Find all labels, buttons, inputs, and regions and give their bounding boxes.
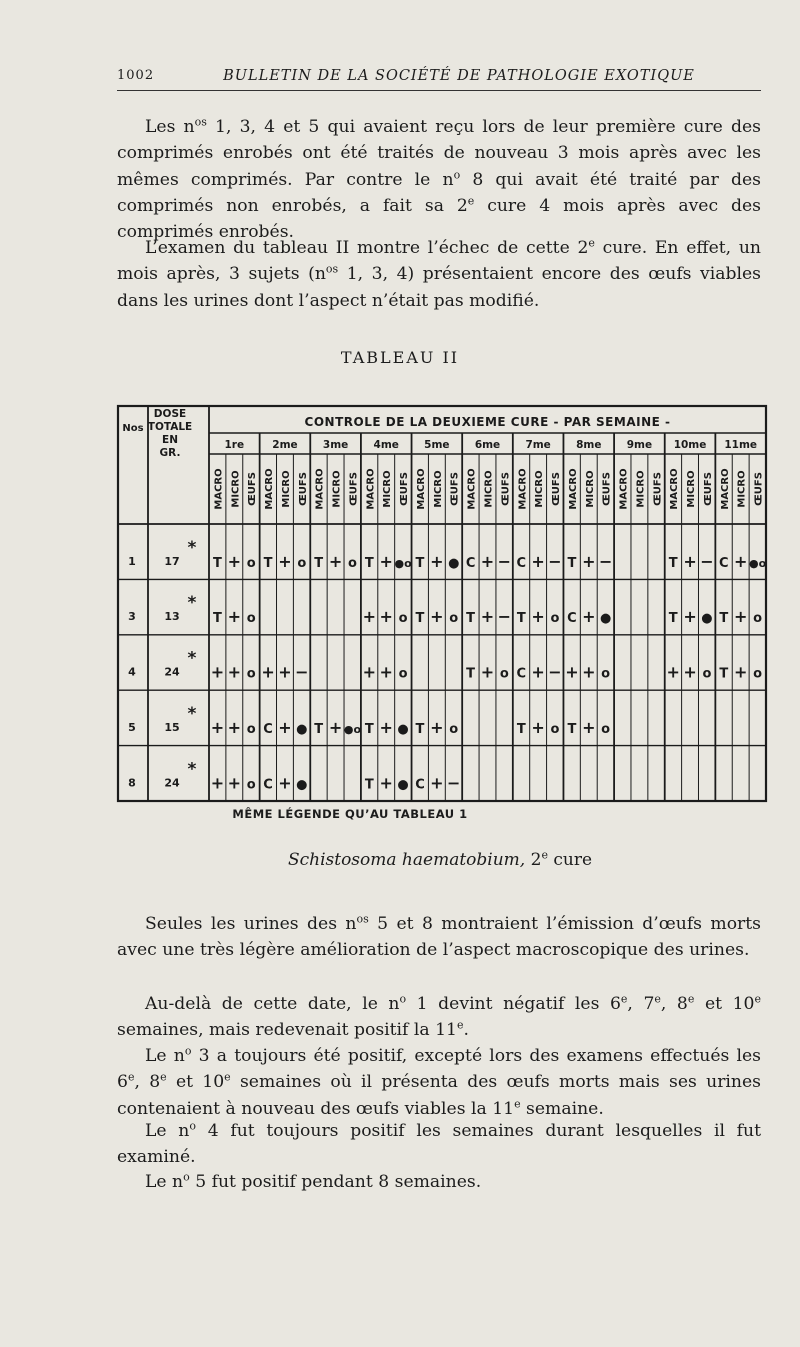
table-cell: T	[364, 777, 374, 793]
sub-col-header: MICRO	[584, 470, 596, 508]
table-cell: T	[314, 555, 324, 571]
table-cell: +	[531, 607, 545, 627]
week-header: 2me	[272, 439, 298, 451]
table-caption	[0, 850, 800, 870]
col-dose-header: GR.	[159, 447, 181, 459]
table-cell: o	[499, 666, 509, 682]
table-cell: o	[550, 721, 560, 737]
sub-col-header: MICRO	[230, 470, 242, 508]
paragraph-4: Au-delà de cette date, le $n^o$ 1 devint négatif les 6e, 7e, 8e et 10e semaines, mais redevenait positif la 11e.	[117, 992, 761, 1041]
table-cell: T	[364, 721, 374, 737]
sub-col-header: MACRO	[314, 468, 326, 510]
paragraph-7: Le $n^o$ 5 fut positif pendant 8 semaines.	[145, 1170, 482, 1192]
table-cell: T	[415, 721, 425, 737]
row-number: 3	[128, 610, 136, 624]
table-cell: ●	[599, 611, 612, 627]
sub-col-header: MACRO	[618, 468, 630, 510]
table-cell: +	[430, 773, 444, 793]
table-cell: +	[362, 607, 377, 627]
sub-col-header: ŒUFS	[702, 472, 714, 506]
dose-asterisk: *	[187, 759, 197, 780]
table-cell: T	[466, 611, 476, 627]
table-cell: ●	[448, 555, 460, 571]
col-dose-header: DOSE	[153, 408, 187, 420]
row-dose: 13	[164, 610, 180, 624]
table-border	[118, 406, 766, 801]
dose-asterisk: *	[187, 593, 197, 614]
sub-col-header: MICRO	[483, 470, 495, 508]
week-header: 4me	[373, 439, 399, 451]
table-cell: +	[227, 717, 242, 737]
table-cell: T	[314, 721, 324, 737]
table-cell: +	[379, 773, 393, 793]
table-cell: o	[246, 666, 256, 682]
table-cell: +	[430, 607, 444, 627]
col-dose-header: EN	[162, 434, 178, 446]
table-cell: C	[263, 721, 273, 737]
table-cell: +	[227, 551, 242, 571]
sub-col-header: ŒUFS	[348, 472, 360, 506]
table-cell: +	[480, 662, 495, 682]
table-cell: +	[328, 551, 343, 571]
table-cell: −	[497, 607, 512, 627]
caption-species: Schistosoma haematobium,	[287, 850, 526, 870]
sub-col-header: ŒUFS	[551, 472, 563, 506]
table-cell: +	[227, 607, 242, 627]
table-cell: T	[516, 721, 526, 737]
table-cell: ●o	[748, 556, 767, 570]
paragraph-3: Seules les urines des $n^{os}$ 5 et 8 montraient l’émission d’œufs morts avec une très légère amélioration de l’aspect macroscopique des urines.	[117, 912, 761, 961]
row-number: 8	[128, 776, 136, 790]
sub-col-header: ŒUFS	[297, 472, 309, 506]
table-cell: +	[278, 662, 292, 682]
table-cell: +	[683, 662, 697, 682]
table-cell: C	[415, 777, 425, 793]
table-cell: ●	[397, 777, 409, 793]
table-cell: +	[430, 717, 444, 737]
table-cell: +	[227, 773, 242, 793]
sub-col-header: ŒUFS	[399, 472, 411, 506]
row-number: 1	[128, 554, 136, 568]
week-header: 9me	[626, 439, 653, 451]
table-cell: T	[668, 611, 678, 627]
table-cell: +	[210, 773, 225, 793]
table-cell: −	[548, 662, 562, 682]
table-cell: +	[210, 717, 225, 737]
running-header	[117, 68, 761, 91]
sub-col-header: MICRO	[686, 470, 698, 508]
table-cell: +	[733, 607, 748, 627]
table-cell: o	[246, 555, 256, 571]
page-number: 1002	[117, 68, 155, 83]
table-cell: T	[415, 555, 425, 571]
table-cell: ●	[296, 721, 308, 737]
sub-col-header: MICRO	[432, 470, 444, 508]
results-table	[116, 404, 768, 808]
table-cell: o	[246, 611, 256, 627]
sub-col-header: ŒUFS	[601, 472, 613, 506]
table-cell: +	[683, 551, 697, 571]
col-no-header: Nos	[122, 423, 144, 434]
sub-col-header: ŒUFS	[753, 472, 765, 506]
table-cell: +	[683, 607, 697, 627]
week-header: 11me	[724, 439, 758, 451]
sub-col-header: MACRO	[719, 468, 731, 510]
table-cell: +	[379, 717, 393, 737]
sub-col-header: MACRO	[213, 468, 225, 510]
table-cell: o	[601, 721, 611, 737]
table-cell: o	[449, 611, 459, 627]
sub-col-header: MACRO	[669, 468, 681, 510]
paragraph-2: L’examen du tableau II montre l’échec de cette 2e cure. En effet, un mois après, 3 sujets ($n^{os}$ 1, 3, 4) présentaient encore des œufs viables dans les urines dont l’aspect n’était pas modifié.	[117, 236, 761, 311]
table-cell: +	[582, 662, 596, 682]
row-dose: 17	[164, 554, 180, 568]
table-cell: −	[700, 551, 714, 571]
sub-col-header: MACRO	[517, 468, 529, 510]
table-cell: T	[567, 555, 577, 571]
sub-col-header: MICRO	[534, 470, 546, 508]
paragraph-1: Les $n^{os}$ 1, 3, 4 et 5 qui avaient reçu lors de leur première cure des comprimés enrobés ont été traités de nouveau 3 mois après avec les mêmes comprimés. Par contre le $n^o$ 8 qui avait été traité par des comprimés non enrobés, a fait sa 2e cure 4 mois après avec des comprimés enrobés.	[117, 115, 761, 243]
caption-cure: 2e cure	[530, 848, 593, 870]
journal-title: BULLETIN DE LA SOCIÉTÉ DE PATHOLOGIE EXOTIQUE	[223, 68, 695, 84]
sub-col-header: MACRO	[264, 468, 276, 510]
table-cell: +	[582, 607, 596, 627]
week-header: 5me	[424, 439, 450, 451]
table-cell: +	[733, 662, 748, 682]
sub-col-header: MACRO	[567, 468, 579, 510]
table-cell: C	[719, 555, 729, 571]
table-cell: +	[430, 551, 444, 571]
week-header: 6me	[474, 439, 501, 451]
table-cell: +	[582, 717, 596, 737]
table-cell: C	[567, 611, 577, 627]
table-cell: o	[398, 611, 408, 627]
sub-col-header: MICRO	[382, 470, 394, 508]
table-cell: T	[466, 666, 476, 682]
sub-col-header: MACRO	[415, 468, 427, 510]
table-cell: o	[348, 555, 357, 571]
sub-col-header: MACRO	[466, 468, 478, 510]
table-cell: +	[278, 773, 292, 793]
table-cell: o	[246, 721, 256, 737]
week-header: 1re	[224, 439, 245, 451]
table-cell: +	[565, 662, 579, 682]
table-cell: +	[379, 551, 393, 571]
table-cell: ●	[701, 611, 713, 627]
sub-col-header: ŒUFS	[247, 472, 259, 506]
table-cell: −	[598, 551, 613, 571]
table-cell: +	[531, 551, 545, 571]
table-cell: −	[447, 773, 461, 793]
table-cell: T	[415, 611, 425, 627]
table-cell: +	[328, 717, 343, 737]
sub-col-header: MICRO	[635, 470, 647, 508]
table-cell: T	[719, 611, 729, 627]
table-cell: T	[213, 611, 222, 627]
table-cell: +	[582, 551, 596, 571]
table-cell: +	[227, 662, 242, 682]
sub-col-header: ŒUFS	[652, 472, 664, 506]
sub-col-header: MICRO	[280, 470, 292, 508]
table-cell: ●	[296, 777, 308, 793]
table-cell: +	[480, 551, 495, 571]
table-cell: C	[516, 555, 527, 571]
table-cell: −	[295, 662, 309, 682]
table-cell: +	[261, 662, 275, 682]
table-cell: o	[702, 666, 712, 682]
table-cell: o	[753, 666, 763, 682]
table-cell: T	[719, 666, 729, 682]
table-legend: MÊME LÉGENDE QU’AU TABLEAU 1	[232, 807, 468, 821]
table-cell: T	[516, 611, 526, 627]
table-cell: ●o	[394, 556, 412, 570]
row-dose: 15	[164, 720, 180, 734]
week-header: 7me	[525, 439, 551, 451]
table-cell: C	[263, 777, 273, 793]
dose-asterisk: *	[187, 703, 197, 724]
table-cell: o	[246, 777, 256, 793]
dose-asterisk: *	[187, 648, 197, 669]
table-cell: C	[516, 666, 527, 682]
paragraph-6: Le $n^o$ 4 fut toujours positif les semaines durant lesquelles il fut examiné.	[117, 1119, 762, 1168]
table-title: TABLEAU II	[340, 348, 460, 367]
table-cell: T	[213, 555, 222, 571]
table-cell: o	[297, 555, 307, 571]
table-cell: ●	[397, 721, 409, 737]
table-cell: +	[210, 662, 225, 682]
table-cell: +	[531, 717, 545, 737]
table-cell: +	[362, 662, 377, 682]
table-cell: +	[480, 607, 495, 627]
table-cell: o	[550, 611, 560, 627]
table-cell: T	[567, 721, 577, 737]
table-cell: +	[379, 662, 393, 682]
table-cell: −	[497, 551, 512, 571]
sub-col-header: MICRO	[331, 470, 343, 508]
table-cell: +	[379, 607, 393, 627]
sub-col-header: ŒUFS	[449, 472, 461, 506]
table-cell: +	[278, 717, 292, 737]
table-cell: ●o	[343, 722, 362, 736]
control-header: CONTROLE DE LA DEUXIEME CURE - PAR SEMAINE -	[304, 415, 671, 429]
table-cell: T	[668, 555, 678, 571]
col-dose-header: TOTALE	[147, 421, 193, 433]
sub-col-header: ŒUFS	[500, 472, 512, 506]
sub-col-header: MICRO	[736, 470, 748, 508]
paragraph-5: Le $n^o$ 3 a toujours été positif, excepté lors des examens effectués les 6e, 8e et 10e semaines où il présenta des œufs morts mais ses urines contenaient à nouveau des œufs viables la 11e semaine.	[117, 1044, 761, 1119]
table-cell: o	[753, 611, 763, 627]
table-cell: +	[278, 551, 292, 571]
table-cell: +	[666, 662, 680, 682]
sub-col-header: MACRO	[365, 468, 377, 510]
table-cell: C	[465, 555, 476, 571]
dose-asterisk: *	[187, 537, 197, 558]
table-cell: −	[548, 551, 562, 571]
week-header: 10me	[673, 439, 707, 451]
table-cell: T	[263, 555, 273, 571]
row-dose: 24	[164, 665, 180, 679]
table-cell: +	[733, 551, 748, 571]
table-cell: o	[601, 666, 611, 682]
table-cell: o	[449, 721, 459, 737]
table-cell: +	[531, 662, 545, 682]
table-cell: o	[398, 666, 408, 682]
table-cell: T	[364, 555, 374, 571]
week-header: 8me	[576, 439, 602, 451]
row-number: 4	[128, 665, 136, 679]
week-header: 3me	[322, 439, 349, 451]
row-dose: 24	[164, 776, 180, 790]
row-number: 5	[128, 720, 136, 734]
